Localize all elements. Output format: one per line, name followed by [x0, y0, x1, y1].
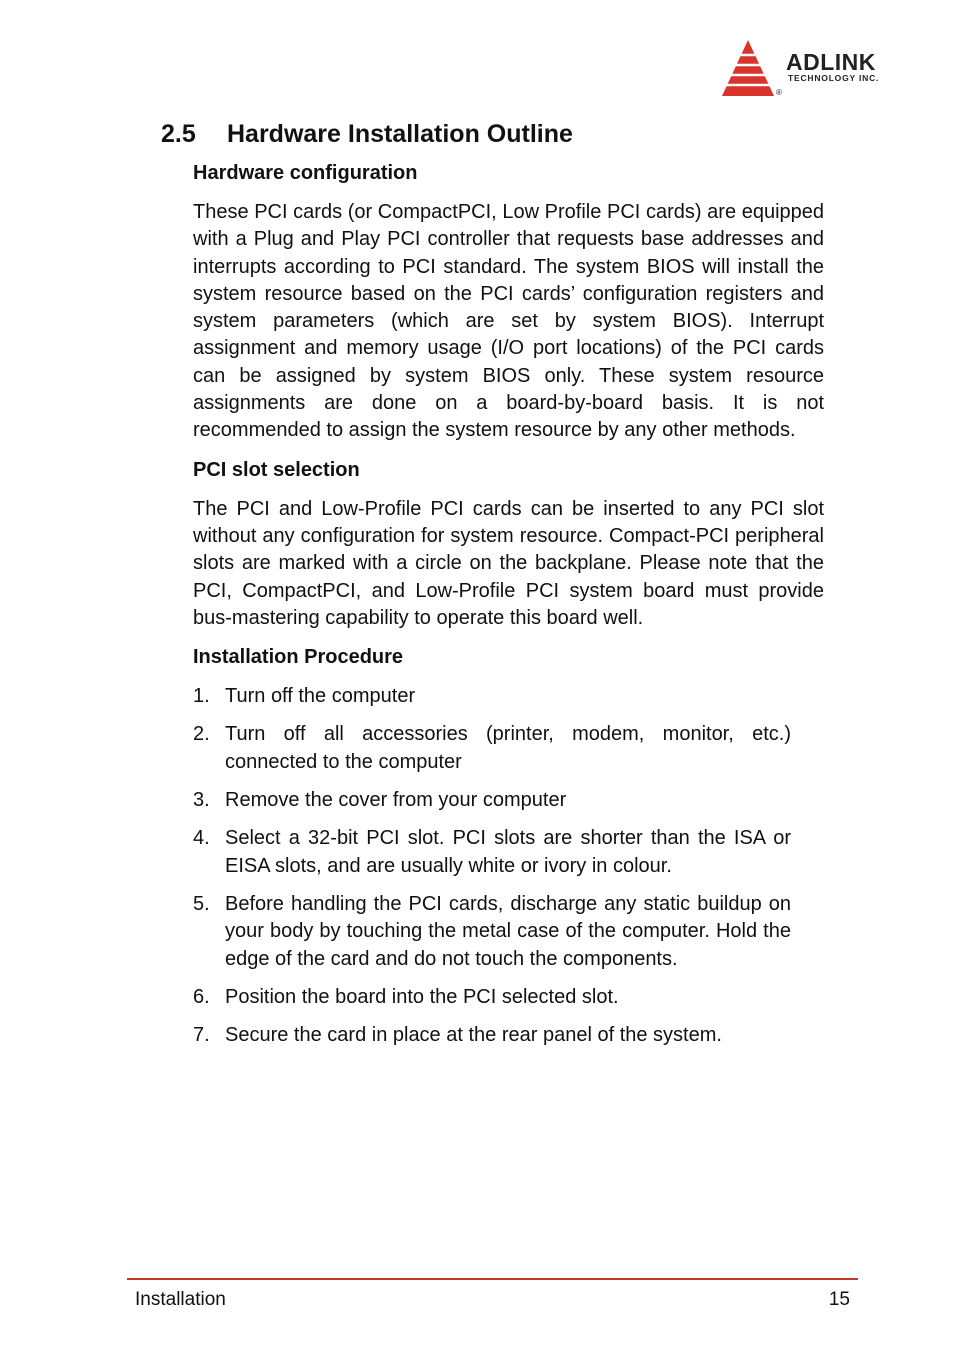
procedure-step: [193, 683, 791, 710]
step-text: Turn off the computer: [225, 685, 416, 708]
step-text: Secure the card in place at the rear panel of the system.: [225, 1024, 722, 1047]
step-number: 1.: [193, 685, 210, 708]
step-number: 2.: [193, 723, 210, 746]
logo-registered-mark: ®: [776, 88, 782, 97]
slot-selection-paragraph: The PCI and Low-Profile PCI cards can be inserted to any PCI slot without any configuration for system resource. Compact-PCI peripheral slots are marked with a circle on the backplane. Please note that the PCI, CompactPCI, and Low-Profile PCI system board must provide bus-mastering capability to operate this board well.: [193, 497, 824, 629]
procedure-step: [193, 825, 791, 880]
procedure-step: [193, 787, 791, 814]
footer-chapter-label: Installation: [135, 1289, 226, 1310]
procedure-steps-list: [193, 683, 791, 1049]
procedure-step: [193, 1022, 791, 1049]
step-number: 6.: [193, 985, 210, 1008]
footer-page-number: 15: [828, 1289, 850, 1310]
page-content: [193, 160, 824, 1060]
step-number: 3.: [193, 789, 210, 812]
step-text: Select a 32-bit PCI slot. PCI slots are shorter than the ISA or EISA slots, and are usually white or ivory in colour.: [225, 827, 791, 877]
procedure-step: [193, 984, 791, 1011]
logo-brand: ADLINK: [786, 49, 876, 75]
logo-subtitle: TECHNOLOGY INC.: [788, 73, 880, 83]
procedure-step: [193, 891, 791, 973]
adlink-triangle-icon: [722, 38, 778, 98]
step-text: Position the board into the PCI selected slot.: [225, 985, 619, 1008]
section-number: 2.5: [161, 120, 196, 148]
procedure-step: [193, 721, 791, 776]
section-title: [161, 120, 573, 149]
procedure-heading: Installation Procedure: [193, 646, 404, 669]
hardware-config-heading: Hardware configuration: [193, 162, 418, 184]
footer-divider: [127, 1278, 858, 1280]
section-title-text: Hardware Installation Outline: [227, 120, 573, 148]
slot-selection-heading: PCI slot selection: [193, 458, 360, 481]
step-text: Remove the cover from your computer: [225, 789, 567, 812]
hardware-config-paragraph: These PCI cards (or CompactPCI, Low Profile PCI cards) are equipped with a Plug and Play PCI controller that requests base addresses and interrupts according to PCI standard. The system BIOS will install the system resource based on the PCI cards’ configuration registers and system parameters (which are set by system BIOS). Interrupt assignment and memory usage (I/O port locations) of the PCI cards can be assigned by system BIOS only. These system resource assignments are done on a board-by-board basis. It is not recommended to assign the system resource by any other methods.: [193, 201, 824, 442]
step-number: 4.: [193, 827, 210, 850]
step-text: Turn off all accessories (printer, modem, monitor, etc.) connected to the computer: [225, 723, 791, 773]
step-text: Before handling the PCI cards, discharge any static buildup on your body by touching the metal case of the computer. Hold the edge of the card and do not touch the components.: [225, 892, 791, 970]
adlink-logo: [722, 38, 922, 100]
step-number: 7.: [193, 1024, 210, 1047]
step-number: 5.: [193, 892, 210, 915]
